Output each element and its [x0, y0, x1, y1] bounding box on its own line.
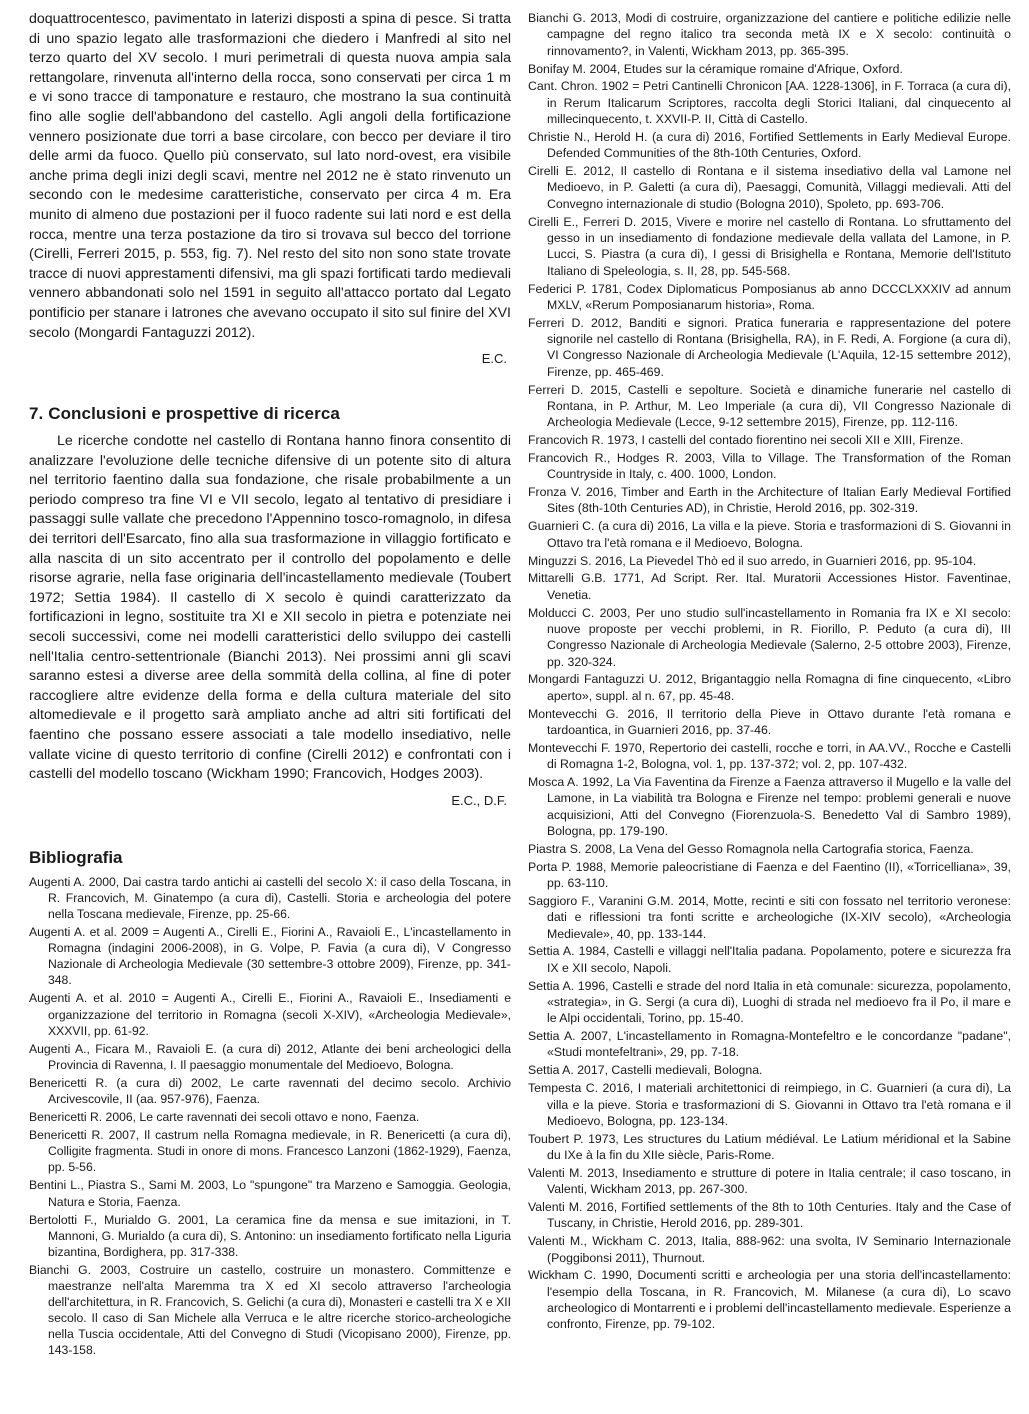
- bibliography-entry: Mittarelli G.B. 1771, Ad Script. Rer. Ital. Muratorii Accessiones Histor. Faventinae, Venetia.: [528, 571, 1011, 602]
- bibliography-entry: Cirelli E. 2012, Il castello di Rontana e il sistema insediativo della val Lamone nel Medioevo, in P. Galetti (a cura di), Paesaggi, Comunità, Villaggi medievali. Atti del Convegno internazionale di studio (Bologna 2010), Spoleto, pp. 693-706.: [528, 164, 1011, 211]
- bibliography-entry: Francovich R. 1973, I castelli del contado fiorentino nei secoli XII e XIII, Firenze.: [528, 433, 964, 448]
- bibliography-entry: Minguzzi S. 2016, La Pievedel Thò ed il suo arredo, in Guarnieri 2016, pp. 95-104.: [528, 553, 977, 568]
- bibliography-entry: Settia A. 1996, Castelli e strade del nord Italia in età comunale: sicurezza, popolamento, «strategia», in G. Sergi (a cura di), Luoghi di strada nel medioevo fra il Po, il mare e le Alpi occidentali, Torino, pp. 15-40.: [528, 978, 1011, 1026]
- bibliography-entry: Bonifay M. 2004, Etudes sur la céramique romaine d'Afrique, Oxford.: [528, 61, 903, 76]
- bibliography-entry: Ferreri D. 2012, Banditi e signori. Pratica funeraria e rappresentazione del potere signorile nel castello di Rontana (Brisighella, RA), in F. Redi, A. Forgione (a cura di), VI Congresso Nazionale di Archeologia Medievale (L'Aquila, 12-15 settembre 2012), Firenze, pp. 465-469.: [528, 315, 1011, 379]
- body-paragraph-rocca: doquattrocentesco, pavimentato in laterizi disposti a spina di pesce. Si tratta di uno spazio legato alle trasformazioni che diedero i Manfredi al sito nel terzo quarto del XV secolo. I muri perimetrali di questa nuova ampia sala rettangolare, rinvenuta all'interno della rocca, sono conservati per circa 1 m e vi sono tracce di tamponature e restauro, che mostrano la sua continuità fino alle soglie dell'abbandono del castello. Agli angoli della fortificazione vennero posizionate due torri a base circolare, con becco per deviare il tiro delle armi da fuoco. Quello più conservato, sul lato nord-ovest, era visibile anche prima degli inizi degli scavi, mentre nel 2012 ne è stato rinvenuto un secondo con le medesime caratteristiche, conservato per circa 4 m. Era munito di almeno due postazioni per il fuoco radente sui lati nord e est della rocca, mentre una terza postazione da tiro si trovava sul becco del torrione (Cirelli, Ferreri 2015, p. 553, fig. 7). Nel resto del sito non sono state trovate tracce di nuovi apprestamenti difensivi, ma gli spazi fortificati tardo medievali vennero abbandonati solo nel 1591 in seguito all'attacco portato dal Legato pontificio per stanare i latrones che avevano occupato il sito sul finire del XVI secolo (Mongardi Fantaguzzi 2012).: [29, 11, 511, 341]
- bibliography-entry: Bertolotti F., Murialdo G. 2001, La ceramica fine da mensa e sue imitazioni, in T. Mannoni, G. Murialdo (a cura di), S. Antonino: un insediamento fortificato nella Liguria bizantina, Bordighera, pp. 317-338.: [29, 1212, 511, 1259]
- bibliography-entry: Augenti A. 2000, Dai castra tardo antichi ai castelli del secolo X: il caso della Toscana, in R. Francovich, M. Ginatempo (a cura di), Castelli. Storia e archeologia del potere nella Toscana medievale, Firenze, pp. 25-66.: [29, 874, 511, 921]
- author-initials: E.C.: [481, 351, 507, 367]
- section-heading-conclusions: 7. Conclusioni e prospettive di ricerca: [29, 404, 340, 424]
- bibliography-entry: Augenti A. et al. 2010 = Augenti A., Cirelli E., Fiorini A., Ravaioli E., Insediamenti e organizzazione del territorio in Romagna (secoli X-XIV), «Archeologia Medievale», XXXVII, pp. 61-92.: [29, 991, 511, 1038]
- bibliography-heading: Bibliografia: [29, 847, 123, 867]
- bibliography-entry: Benericetti R. 2006, Le carte ravennati dei secoli ottavo e nono, Faenza.: [29, 1110, 420, 1125]
- bibliography-entry: Fronza V. 2016, Timber and Earth in the Architecture of Italian Early Medieval Fortified Sites (8th-10th Centuries AD), in Christie, Herold 2016, pp. 302-319.: [528, 485, 1011, 516]
- bibliography-entry: Settia A. 1984, Castelli e villaggi nell'Italia padana. Popolamento, potere e sicurezza fra IX e XII secolo, Napoli.: [528, 944, 1011, 975]
- bibliography-entry: Toubert P. 1973, Les structures du Latium médiéval. Le Latium méridional et la Sabine du IXe à la fin du XIIe siècle, Paris-Rome.: [528, 1131, 1011, 1163]
- bibliography-entry: Benericetti R. (a cura di) 2002, Le carte ravennati del decimo secolo. Archivio Arcivescovile, II (aa. 957-976), Faenza.: [29, 1075, 511, 1106]
- bibliography-entry: Benericetti R. 2007, Il castrum nella Romagna medievale, in R. Benericetti (a cura di), Colligite fragmenta. Studi in onore di mons. Francesco Lanzoni (1862-1929), Faenza, pp. 5-56.: [29, 1128, 511, 1175]
- bibliography-entry: Cant. Chron. 1902 = Petri Cantinelli Chronicon [AA. 1228-1306], in F. Torraca (a cura di), in Rerum Italicarum Scriptores, raccolta degli Storici Italiani, dal cinquecento al millecinquecento, t. XXVII-P. II, Città di Castello.: [528, 79, 1011, 127]
- bibliography-entry: Montevecchi G. 2016, Il territorio della Pieve in Ottavo durante l'età romana e tardoantica, in Guarnieri 2016, pp. 37-46.: [528, 706, 1011, 737]
- bibliography-entry: Molducci C. 2003, Per uno studio sull'incastellamento in Romania fra IX e XI secolo: nuove proposte per vecchi problemi, in R. Fiorillo, P. Peduto (a cura di), III Congresso Nazionale di Archeologia Medievale (Salerno, 2-5 ottobre 2003), Firenze, pp. 320-324.: [528, 605, 1011, 669]
- bibliography-entry: Bianchi G. 2003, Costruire un castello, costruire un monastero. Committenze e maestranze nell'alta Maremma tra X ed XI secolo attraverso l'archeologia dell'architettura, in R. Francovich, S. Gelichi (a cura di), Monasteri e castelli tra X e XII secolo. Il caso di San Michele alla Verruca e le altre ricerche storico-archeologiche nella Tuscia occidentale, Atti del Convegno di Studi (Vicopisano 2000), Firenze, pp. 143-158.: [29, 1262, 511, 1358]
- bibliography-entry: Montevecchi F. 1970, Repertorio dei castelli, rocche e torri, in AA.VV., Rocche e Castelli di Romagna 1-2, Bologna, vol. 1, pp. 137-372; vol. 2, pp. 107-432.: [528, 740, 1011, 772]
- bibliography-entry: Guarnieri C. (a cura di) 2016, La villa e la pieve. Storia e trasformazioni di S. Giovanni in Ottavo tra l'età romana e il Medioevo, Bologna.: [528, 519, 1011, 550]
- bibliography-list-right: [528, 10, 1011, 1333]
- bibliography-entry: Valenti M. 2016, Fortified settlements of the 8th to 10th Centuries. Italy and the Case of Tuscany, in Christie, Herold 2016, pp. 289-301.: [528, 1200, 1011, 1231]
- bibliography-entry: Valenti M. 2013, Insediamento e strutture di potere in Italia centrale; il caso toscano, in Valenti, Wickham 2013, pp. 267-300.: [528, 1165, 1011, 1197]
- bibliography-entry: Ferreri D. 2015, Castelli e sepolture. Società e dinamiche funerarie nel castello di Rontana, in P. Arthur, M. Leo Imperiale (a cura di), VII Congresso Nazionale di Archeologia Medievale (Lecce, 9-12 settembre 2015), Firenze, pp. 112-116.: [528, 382, 1011, 430]
- bibliography-entry: Francovich R., Hodges R. 2003, Villa to Village. The Transformation of the Roman Countryside in Italy, c. 400. 1000, London.: [528, 450, 1011, 482]
- bibliography-entry: Settia A. 2017, Castelli medievali, Bologna.: [528, 1063, 763, 1078]
- bibliography-entry: Bianchi G. 2013, Modi di costruire, organizzazione del cantiere e politiche edilizie nelle campagne del regno italico tra seconda metà IX e X secolo: continuità o rinnovamento?, in Valenti, Wickham 2013, pp. 365-395.: [528, 11, 1011, 58]
- right-column: [528, 10, 1011, 1334]
- bibliography-entry: Settia A. 2007, L'incastellamento in Romagna-Montefeltro e le concordanze "padane", «Studi montefeltrani», 29, pp. 7-18.: [528, 1029, 1011, 1060]
- bibliography-entry: Cirelli E., Ferreri D. 2015, Vivere e morire nel castello di Rontana. Lo sfruttamento del gesso in un insediamento di fondazione medievale della vallata del Lamone, in P. Lucci, S. Piastra (a cura di), I gessi di Brisighella e Rontana, Memorie dell'Istituto Italiano di Speleologia, s. II, 28, pp. 545-568.: [528, 214, 1011, 278]
- bibliography-entry: Christie N., Herold H. (a cura di) 2016, Fortified Settlements in Early Medieval Europe. Defended Communities of the 8th-10th Centuries, Oxford.: [528, 129, 1011, 161]
- bibliography-entry: Wickham C. 1990, Documenti scritti e archeologia per una storia dell'incastellamento: l'esempio della Toscana, in R. Francovich, M. Milanese (a cura di), Lo scavo archeologico di Montarrenti e i problemi dell'incastellamento medievale. Esperienze a confronto, Firenze, pp. 79-102.: [528, 1268, 1011, 1332]
- bibliography-entry: Mosca A. 1992, La Via Faventina da Firenze a Faenza attraverso il Mugello e la valle del Lamone, in La viabilità tra Bologna e Firenze nel tempo: problemi generali e nuove acquisizioni, Atti del Convegno (Fiorenzuola-S. Benedetto Val di Sambro 1989), Bologna, pp. 179-190.: [528, 774, 1011, 838]
- bibliography-entry: Augenti A., Ficara M., Ravaioli E. (a cura di) 2012, Atlante dei beni archeologici della Provincia di Ravenna, I. Il paesaggio monumentale del Medioevo, Bologna.: [29, 1041, 511, 1072]
- bibliography-entry: Bentini L., Piastra S., Sami M. 2003, Lo "spungone" tra Marzeno e Samoggia. Geologia, Natura e Storia, Faenza.: [29, 1178, 511, 1209]
- bibliography-entry: Tempesta C. 2016, I materiali architettonici di reimpiego, in C. Guarnieri (a cura di), La villa e la pieve. Storia e trasformazioni di S. Giovanni in Ottavo tra l'età romana e il Medioevo, Bologna, pp. 123-134.: [528, 1081, 1011, 1128]
- bibliography-entry: Federici P. 1781, Codex Diplomaticus Pomposianus ab anno DCCCLXXXIV ad annum MXLV, «Rerum Pomposianarum historia», Roma.: [528, 281, 1011, 312]
- bibliography-entry: Saggioro F., Varanini G.M. 2014, Motte, recinti e siti con fossato nel territorio veronese: dati e riflessioni tra fonti scritte e archeologiche (IX-XIV secolo), «Archeologia Medievale», 40, pp. 133-144.: [528, 893, 1011, 941]
- body-paragraph-conclusions: Le ricerche condotte nel castello di Rontana hanno finora consentito di analizzare l'evoluzione delle tecniche difensive di un potente sito di altura nel territorio faentino dalla sua fondazione, che risale probabilmente a un periodo compreso tra fine VI e VII secolo, legato al tentativo di presidiare i passaggi sulle vallate che precedono l'Appennino tosco-romagnolo, in difesa dei territori dell'Esarcato, fino alla sua trasformazione in villaggio fortificato e alla nascita di un sito accentrato per il controllo del popolamento e delle risorse agrarie, nella fase originaria dell'incastellamento medievale (Toubert 1972; Settia 1984). Il castello di X secolo è quindi caratterizzato da fortificazioni in legno, sostituite tra XI e XII secolo in pietra e potenziate nei secoli successivi, come nei modelli caratteristici dello sviluppo dei castelli nell'Italia centro-settentrionale (Bianchi 2013). Nei prossimi anni gli scavi saranno estesi a diverse aree della sommità della collina, al fine di poter raccogliere altre evidenze della forma e della cultura materiale del sito altomedievale e il progetto sarà ampliato anche ad altri siti fortificati del faentino che possano essere associati a tale modello insediativo, nelle vallate vicine di questo territorio di confine (Cirelli 2012) e confrontati con i castelli del modello toscano (Wickham 1990; Francovich, Hodges 2003).: [29, 433, 511, 783]
- bibliography-entry: Augenti A. et al. 2009 = Augenti A., Cirelli E., Fiorini A., Ravaioli E., L'incastellamento in Romagna (indagini 2006-2008), in G. Volpe, P. Favia (a cura di), V Congresso Nazionale di Archeologia Medievale (30 settembre-3 ottobre 2009), Firenze, pp. 341-348.: [29, 925, 511, 988]
- left-column: [29, 10, 511, 1361]
- bibliography-entry: Valenti M., Wickham C. 2013, Italia, 888-962: una svolta, IV Seminario Internazionale (Poggibonsi 2011), Thurnout.: [528, 1234, 1011, 1265]
- bibliography-entry: Mongardi Fantaguzzi U. 2012, Brigantaggio nella Romagna di fine cinquecento, «Libro aperto», suppl. al n. 67, pp. 45-48.: [528, 672, 1011, 703]
- bibliography-entry: Piastra S. 2008, La Vena del Gesso Romagnola nella Cartografia storica, Faenza.: [528, 841, 974, 856]
- author-initials: E.C., D.F.: [451, 792, 507, 808]
- bibliography-entry: Porta P. 1988, Memorie paleocristiane di Faenza e del Faentino (II), «Torricelliana», 39, pp. 63-110.: [528, 859, 1011, 891]
- bibliography-list-left: [29, 874, 511, 1359]
